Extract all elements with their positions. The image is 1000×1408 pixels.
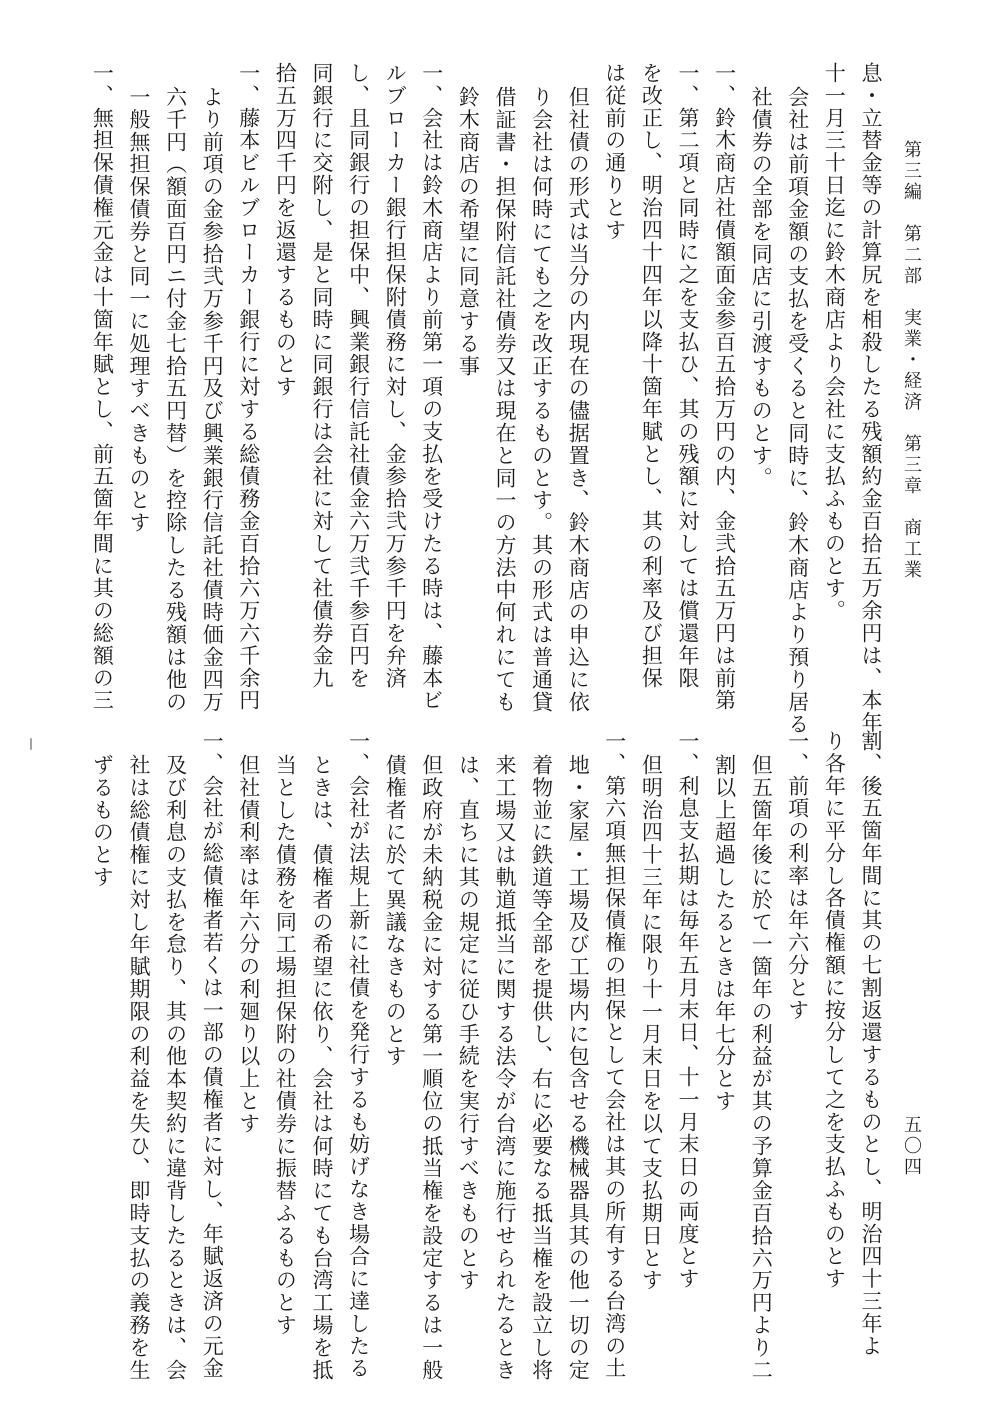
text-line: 一、藤本ビルブローカー銀行に対する総債務金百拾六万六千余円 <box>236 62 261 712</box>
text-line: 当とした債務を同工場担保附の社債券に振替ふるものとす <box>273 754 298 1337</box>
text-line: は従前の通りとす <box>602 62 627 242</box>
page-number: 五〇四 <box>901 1115 922 1178</box>
text-line: り各年に平分し各債権額に按分して之を支払ふものとす <box>822 730 847 1290</box>
text-line: 同銀行に交附し、是と同時に同銀行は会社に対して社債券金九 <box>310 62 334 690</box>
text-line: 但五箇年後に於て一箇年の利益が其の予算金百拾六万円より二 <box>749 754 774 1382</box>
lower-text-block <box>0 730 1000 1380</box>
text-line: り会社は何時にても之を改正するものとす。其の形式は普通貸 <box>529 86 554 714</box>
text-line: は、直ちに其の規定に従ひ手続を実行すべきものとす <box>456 754 481 1292</box>
text-line: 及び利息の支払を怠り、其の他本契約に違背したるときは、会 <box>163 754 188 1382</box>
text-line: 六千円（額面百円ニ付金七拾五円替）を控除したる残額は他の <box>163 86 188 714</box>
text-line: 債権者に於て異議なきものとす <box>383 754 408 1068</box>
text-line: より前項の金参拾弐万参千円及び興業銀行信託社債時価金四万 <box>200 86 225 714</box>
text-line: ときは、債権者の希望に依り、会社は何時にても台湾工場を抵 <box>310 754 334 1382</box>
text-line: 一、無担保債権元金は十箇年賦とし、前五箇年間に其の総額の三 <box>90 62 115 712</box>
text-line: ルブローカー銀行担保附債務に対し、金参拾弐万参千円を弁済 <box>383 62 408 690</box>
scan-mark <box>30 738 32 750</box>
text-line: 来工場又は軌道抵当に関する法令が台湾に施行せられたるとき <box>493 754 517 1382</box>
text-line: 着物並に鉄道等全部を提供し、右に必要なる抵当権を設立し将 <box>529 754 554 1382</box>
text-line: 一、第二項と同時に之を支払ひ、其の残額に対しては償還年限 <box>676 62 700 690</box>
text-line: ずるものとす <box>90 754 115 889</box>
text-line: 一、第六項無担保債権の担保として会社は其の所有する台湾の土 <box>602 730 627 1380</box>
text-line: 一、鈴木商店社債額面金参百五拾万円の内、金弐拾五万円は前第 <box>712 62 737 712</box>
text-line: 拾五万四千円を返還するものとす <box>273 62 298 398</box>
text-line: 一、会社は鈴木商店より前第一項の支払を受けたる時は、藤本ビ <box>419 62 444 712</box>
text-line: 鈴木商店の希望に同意する事 <box>456 86 481 378</box>
upper-text-block <box>0 62 1000 736</box>
text-line: 但明治四十三年に限り十一月末日を以て支払期日とす <box>639 754 664 1292</box>
text-line: 一、利息支払期は毎年五月末日、十一月末日の両度とす <box>676 730 700 1290</box>
text-line: 十一月三十日迄に鈴木商店より会社に支払ふものとす。 <box>822 62 847 622</box>
text-line: 社は総債権に対し年賦期限の利益を失ひ、即時支払の義務を生 <box>127 754 151 1382</box>
text-line: 一、会社が総債権者若くは一部の債権者に対し、年賦返済の元金 <box>200 730 225 1380</box>
text-line: 地・家屋・工場及び工場内に包含せる機械器具其の他一切の定 <box>566 754 591 1382</box>
text-line: 但政府が未納税金に対する第一順位の抵当権を設定するは一般 <box>419 754 444 1382</box>
text-line: し、且同銀行の担保中、興業銀行信託社債金六万弐千参百円を <box>346 62 371 690</box>
text-line: 但社債の形式は当分の内現在の儘据置き、鈴木商店の申込に依 <box>566 86 591 714</box>
text-line: 一、前項の利率は年六分とす <box>785 730 810 1022</box>
text-line: 会社は前項金額の支払を受くると同時に、鈴木商店より預り居る <box>785 86 810 736</box>
text-line: 一、会社が法規上新に社債を発行するも妨げなき場合に達したる <box>346 730 371 1380</box>
text-line: を改正し、明治四十四年以降十箇年賦とし、其の利率及び担保 <box>639 62 664 690</box>
text-line: 但社債利率は年六分の利廻り以上とす <box>236 754 261 1135</box>
text-line: 借証書・担保附信託社債券又は現在と同一の方法中何れにても <box>493 86 517 714</box>
text-line: 一般無担保債券と同一に処理すべきものとす <box>127 86 151 534</box>
text-line: 息・立替金等の計算尻を相殺したる残額約金百拾五万余円は、本年 <box>859 62 883 734</box>
text-line: 割以上超過したるときは年七分とす <box>712 754 737 1113</box>
text-line: 割、後五箇年間に其の七割返還するものとし、明治四十三年よ <box>859 730 883 1358</box>
text-line: 社債券の全部を同店に引渡すものとす。 <box>749 86 774 490</box>
running-header: 第三編 第二部 実業・経済 第三章 商工業 <box>901 140 922 581</box>
